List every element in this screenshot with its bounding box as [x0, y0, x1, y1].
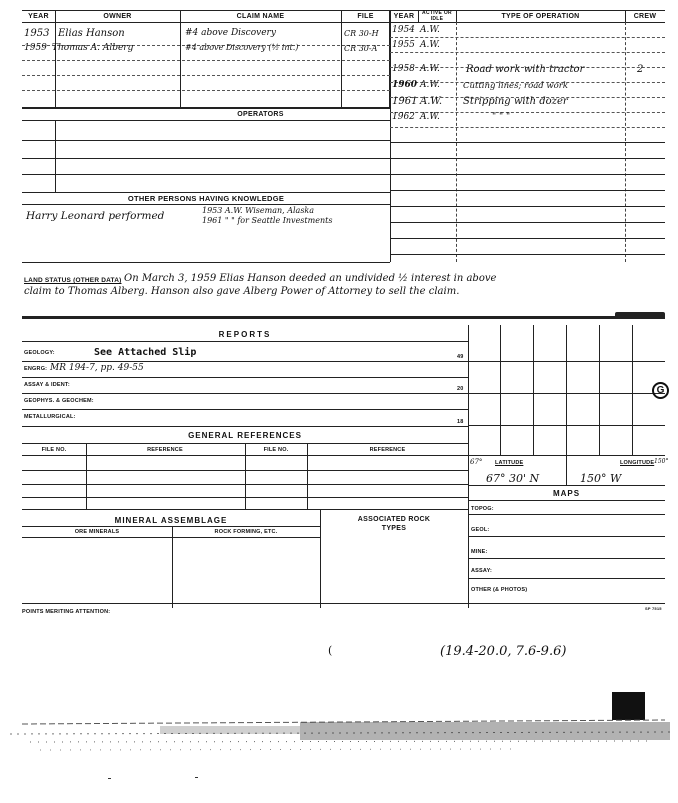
activity-crew: 2 [637, 64, 644, 75]
rock-forming-header: ROCK FORMING, ETC. [214, 529, 278, 535]
topog-label: TOPOG: [471, 506, 494, 512]
activity-type: " " " [492, 112, 511, 122]
knowledge-line1: 1953 A.W. Wiseman, Alaska [202, 206, 315, 215]
circled-g: G [652, 382, 669, 399]
activity-type: Stripping with dozer [463, 96, 568, 107]
file-no-header: FILE NO. [263, 447, 289, 453]
latitude-value: 67° 30' N [486, 472, 540, 485]
reference-header: REFERENCE [147, 447, 183, 453]
assay-map-label: ASSAY: [471, 568, 493, 574]
owner-row-year: 1959 [24, 43, 47, 53]
assay-ident-label: ASSAY & IDENT: [24, 382, 70, 388]
owner-row-name: Elias Hanson [58, 28, 125, 39]
land-status-label: LAND STATUS (OTHER DATA) [24, 277, 122, 284]
longitude-label: LONGITUDE [620, 460, 655, 466]
activity-type: Road work with tractor [466, 64, 585, 75]
metallurgical-label: METALLURGICAL: [24, 414, 76, 420]
geology-label: GEOLOGY: [24, 350, 55, 356]
geophys-label: GEOPHYS. & GEOCHEM: [24, 398, 94, 404]
geology-value: See Attached Slip [94, 347, 197, 358]
file-header: FILE [357, 13, 374, 20]
other-photos-label: OTHER (& PHOTOS) [471, 587, 528, 593]
land-status-line1: On March 3, 1959 Elias Hanson deeded an undivided ½ interest in above [124, 273, 497, 284]
operators-title: OPERATORS [237, 111, 284, 118]
associated-rock-types-header: ASSOCIATED ROCK TYPES [357, 516, 431, 532]
form-number: SP 7515 [645, 606, 662, 611]
points-meriting-attention: POINTS MERITING ATTENTION: [22, 609, 111, 615]
active-idle-header: ACTIVE OR IDLE [422, 10, 452, 22]
marker-49: 49 [457, 354, 464, 360]
operation-type-header: TYPE OF OPERATION [501, 13, 580, 20]
activity-year: 1954 [392, 25, 415, 35]
activity-status: A.W. [420, 25, 440, 35]
claim-name-header: CLAIM NAME [236, 13, 285, 20]
longitude-note: 150° [654, 458, 669, 465]
activity-year: 1961 [392, 96, 418, 107]
scan-noise [0, 712, 678, 762]
owner-year-header: YEAR [28, 13, 49, 20]
ore-minerals-header: ORE MINERALS [74, 529, 120, 535]
general-refs-title: GENERAL REFERENCES [188, 431, 302, 440]
activity-status: A.W. [420, 96, 443, 107]
knowledge-name: Harry Leonard performed [26, 210, 165, 222]
owner-row-year: 1953 [24, 28, 50, 39]
paren-mark: ( [328, 644, 333, 657]
activity-year: 1960 [392, 80, 418, 90]
activity-year: 1958 [392, 64, 415, 74]
knowledge-title: OTHER PERSONS HAVING KNOWLEDGE [127, 194, 285, 203]
activity-type: Cutting lines; road work [463, 81, 569, 91]
owner-row-claim: #4 above Discovery (½ int.) [185, 43, 299, 52]
knowledge-line2: 1961 " " for Seattle Investments [202, 216, 333, 225]
section-divider [22, 316, 665, 319]
activity-status: A.W. [420, 64, 440, 74]
activity-year: 1955 [392, 40, 415, 50]
crew-header: CREW [633, 13, 657, 20]
mine-label: MINE: [471, 549, 488, 555]
geol-label: GEOL: [471, 527, 490, 533]
activity-year: 1962 [392, 112, 415, 122]
maps-title: MAPS [552, 489, 581, 498]
engrg-value: MR 194-7, pp. 49-55 [50, 363, 144, 373]
file-no-header: FILE NO. [41, 447, 67, 453]
activity-status: A.W. [420, 40, 440, 50]
section-divider [615, 312, 665, 319]
owner-row-file: CR 30-A [344, 44, 378, 53]
owner-row-file: CR 30-H [344, 29, 379, 38]
activity-status: A.W. [420, 80, 440, 90]
activity-status: A.W. [420, 112, 440, 122]
owner-table [22, 10, 390, 108]
reference-header: REFERENCE [369, 447, 406, 453]
reports-title: REPORTS [218, 330, 272, 339]
land-status-line2: claim to Thomas Alberg. Hanson also gave Alberg Power of Attorney to sell the claim. [24, 286, 460, 297]
owner-row-name: Thomas A. Alberg [52, 43, 134, 53]
engrg-label: ENGRG: [24, 366, 48, 372]
mineral-assemblage-title: MINERAL ASSEMBLAGE [114, 516, 228, 525]
latitude-note: 67° [470, 458, 483, 466]
footer-note: (19.4-20.0, 7.6-9.6) [440, 644, 567, 659]
owner-header: OWNER [103, 13, 132, 20]
latitude-label: LATITUDE [495, 460, 524, 466]
activity-year-header: YEAR [393, 13, 415, 20]
owner-row-claim: #4 above Discovery [185, 28, 276, 38]
marker-18: 18 [457, 419, 464, 425]
marker-20: 20 [457, 386, 464, 392]
longitude-value: 150° W [580, 472, 622, 485]
